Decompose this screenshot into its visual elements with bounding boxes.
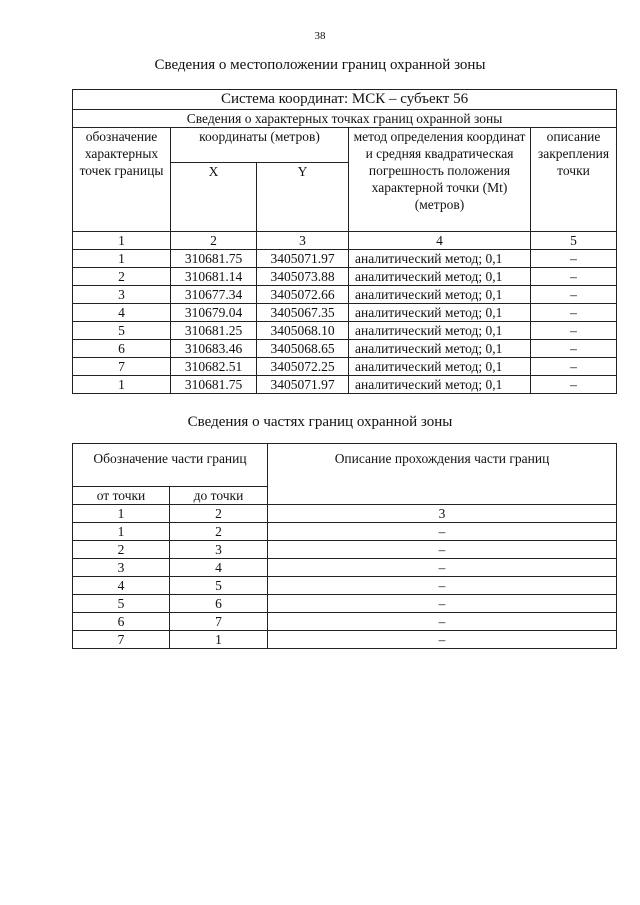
method-cell: аналитический метод; 0,1 (349, 322, 531, 340)
x-header: X (171, 163, 257, 232)
part-description-cell: – (268, 559, 617, 577)
part-description-cell: – (268, 613, 617, 631)
col-number: 5 (531, 232, 617, 250)
table-row (73, 595, 617, 613)
description-cell: – (531, 304, 617, 322)
description-header: описание закрепления точки (531, 128, 617, 232)
description-cell: – (531, 358, 617, 376)
col-number: 1 (73, 505, 170, 523)
page-number: 38 (314, 30, 326, 42)
description-cell: – (531, 376, 617, 394)
y-coordinate-cell: 3405072.25 (257, 358, 349, 376)
description-cell: – (531, 322, 617, 340)
point-number-cell: 4 (73, 304, 171, 322)
method-cell: аналитический метод; 0,1 (349, 376, 531, 394)
description-cell: – (531, 340, 617, 358)
table-row (73, 358, 617, 376)
part-description-cell: – (268, 523, 617, 541)
section2-title: Сведения о частях границ охранной зоны (187, 414, 453, 430)
table-row (73, 376, 617, 394)
table-row (73, 577, 617, 595)
from-point-cell: 5 (73, 595, 170, 613)
x-coordinate-cell: 310681.75 (171, 250, 257, 268)
y-coordinate-cell: 3405072.66 (257, 286, 349, 304)
col-number: 3 (257, 232, 349, 250)
col-number: 2 (171, 232, 257, 250)
to-point-cell: 7 (170, 613, 268, 631)
x-coordinate-cell: 310682.51 (171, 358, 257, 376)
part-description-cell: – (268, 595, 617, 613)
section1-title: Сведения о местоположении границ охранной зоны (154, 57, 486, 73)
from-point-cell: 6 (73, 613, 170, 631)
point-number-cell: 7 (73, 358, 171, 376)
from-point-cell: 1 (73, 523, 170, 541)
col-number: 3 (268, 505, 617, 523)
x-coordinate-cell: 310681.14 (171, 268, 257, 286)
description-cell: – (531, 268, 617, 286)
method-header: метод определения координат и средняя квадратическая погрешность положения характерной точки (Mt) (метров) (349, 128, 531, 232)
to-point-cell: 5 (170, 577, 268, 595)
x-coordinate-cell: 310683.46 (171, 340, 257, 358)
to-point-cell: 2 (170, 523, 268, 541)
point-number-cell: 1 (73, 250, 171, 268)
part-description-cell: – (268, 541, 617, 559)
table-row (73, 523, 617, 541)
to-point-cell: 1 (170, 631, 268, 649)
x-coordinate-cell: 310681.25 (171, 322, 257, 340)
y-coordinate-cell: 3405068.10 (257, 322, 349, 340)
point-number-cell: 3 (73, 286, 171, 304)
col-number: 1 (73, 232, 171, 250)
method-cell: аналитический метод; 0,1 (349, 340, 531, 358)
y-coordinate-cell: 3405068.65 (257, 340, 349, 358)
col-number: 4 (349, 232, 531, 250)
to-point-cell: 6 (170, 595, 268, 613)
part-description-header: Описание прохождения части границ (268, 444, 617, 505)
table-row (73, 322, 617, 340)
description-cell: – (531, 286, 617, 304)
to-point-cell: 3 (170, 541, 268, 559)
from-point-cell: 2 (73, 541, 170, 559)
point-number-cell: 2 (73, 268, 171, 286)
x-coordinate-cell: 310679.04 (171, 304, 257, 322)
method-cell: аналитический метод; 0,1 (349, 358, 531, 376)
column-numbers-row (73, 505, 617, 523)
table-row (73, 250, 617, 268)
y-coordinate-cell: 3405071.97 (257, 376, 349, 394)
method-cell: аналитический метод; 0,1 (349, 250, 531, 268)
table-row (73, 541, 617, 559)
to-point-cell: 4 (170, 559, 268, 577)
point-number-cell: 5 (73, 322, 171, 340)
points-header: Сведения о характерных точках границ охранной зоны (73, 110, 617, 128)
boundary-parts-table (72, 443, 617, 649)
method-cell: аналитический метод; 0,1 (349, 268, 531, 286)
table-row (73, 268, 617, 286)
from-point-cell: 7 (73, 631, 170, 649)
table-row (73, 340, 617, 358)
y-coordinate-cell: 3405073.88 (257, 268, 349, 286)
table-row (73, 631, 617, 649)
from-point-cell: 3 (73, 559, 170, 577)
description-cell: – (531, 250, 617, 268)
x-coordinate-cell: 310681.75 (171, 376, 257, 394)
part-description-cell: – (268, 577, 617, 595)
part-description-cell: – (268, 631, 617, 649)
part-designation-header: Обозначение части границ (73, 444, 268, 487)
designation-header: обозначение характерных точек границы (73, 128, 171, 232)
from-point-header: от точки (73, 487, 170, 505)
x-coordinate-cell: 310677.34 (171, 286, 257, 304)
column-numbers-row (73, 232, 617, 250)
from-point-cell: 4 (73, 577, 170, 595)
boundary-points-table (72, 89, 617, 394)
method-cell: аналитический метод; 0,1 (349, 286, 531, 304)
method-cell: аналитический метод; 0,1 (349, 304, 531, 322)
y-header: Y (257, 163, 349, 232)
coordinates-header: координаты (метров) (171, 128, 349, 163)
y-coordinate-cell: 3405071.97 (257, 250, 349, 268)
table-row (73, 304, 617, 322)
point-number-cell: 6 (73, 340, 171, 358)
table-row (73, 559, 617, 577)
col-number: 2 (170, 505, 268, 523)
coordinate-system-header: Система координат: МСК – субъект 56 (73, 90, 617, 110)
to-point-header: до точки (170, 487, 268, 505)
point-number-cell: 1 (73, 376, 171, 394)
table-row (73, 613, 617, 631)
table-row (73, 286, 617, 304)
y-coordinate-cell: 3405067.35 (257, 304, 349, 322)
